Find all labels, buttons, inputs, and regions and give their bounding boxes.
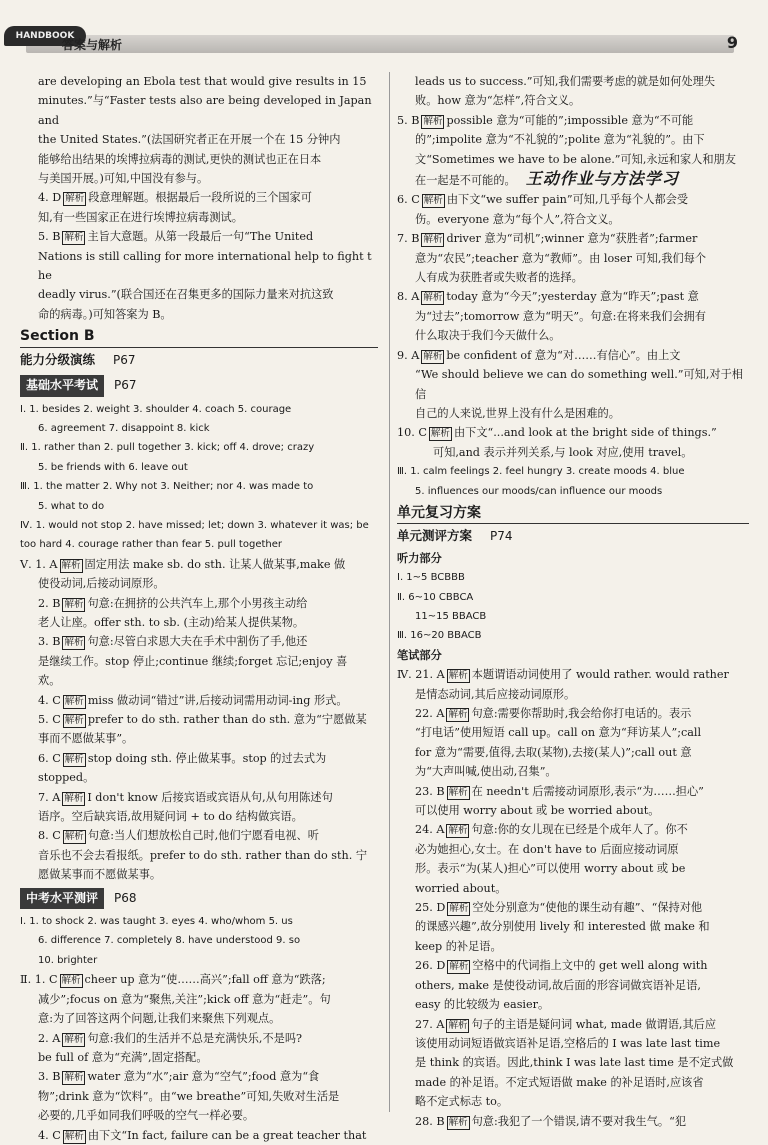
answer-line — [20, 710, 378, 729]
analysis-tag: 解析 — [448, 1019, 468, 1031]
answer-line — [20, 1009, 378, 1028]
line-text: 句意:尽管白求恩大夫在手术中割伤了手,他还 — [87, 635, 308, 649]
answer-line — [397, 307, 749, 326]
line-text: 略不定式标志 to。 — [415, 1095, 509, 1109]
analysis-tag: 解析 — [423, 115, 443, 127]
answer-line — [397, 840, 749, 859]
line-text: 使役动词,后接动词原形。 — [38, 577, 165, 591]
line-text: 6. agreement 7. disappoint 8. kick — [38, 422, 210, 434]
answer-number: 4. D — [38, 191, 62, 205]
analysis-tag: 解析 — [448, 1116, 468, 1128]
analysis-tag: 解析 — [61, 559, 81, 571]
header-bar — [26, 35, 734, 53]
answer-number: 7. A — [38, 790, 61, 804]
line-text: 意:为了回答这两个问题,让我们来聚焦下列观点。 — [38, 1012, 281, 1026]
line-text: 可知,and 表示并列关系,与 look 对应,使用 travel。 — [433, 445, 693, 459]
line-text: be full of 意为“充满”,固定搭配。 — [38, 1050, 208, 1064]
subsection-title: 能力分级演练 — [20, 351, 96, 367]
analysis-tag: 解析 — [430, 428, 450, 440]
answer-line — [397, 423, 749, 442]
analysis-tag: 解析 — [423, 234, 443, 246]
answer-line — [20, 285, 378, 304]
line-text: leads us to success.”可知,我们需要考虑的就是如何处理失 — [415, 75, 716, 88]
answer-line — [397, 1015, 749, 1034]
line-text: prefer to do sth. rather than do sth. 意为“宁愿做某 — [87, 713, 367, 726]
line-text: 为“过去”;tomorrow 意为“明天”。句意:在将来我们会拥有 — [415, 309, 706, 323]
line-text: Ⅰ. 1. besides 2. weight 3. shoulder 4. coach 5. courage — [20, 403, 292, 415]
answer-line — [397, 976, 749, 995]
answer-line — [20, 990, 378, 1009]
level-badge-row — [20, 372, 378, 399]
answer-number: 6. C — [38, 751, 61, 765]
answer-line — [397, 859, 749, 878]
line-text: 由下文“In fact, failure can be a great teacher that — [87, 1128, 367, 1142]
line-text: today 意为“今天”;yesterday 意为“昨天”;past 意 — [446, 290, 699, 304]
answer-line — [20, 749, 378, 768]
line-text: 句意:我们的生活并不总是充满快乐,不是吗? — [87, 1031, 303, 1045]
line-text: 命的病毒。)可知答案为 B。 — [38, 307, 172, 321]
analysis-tag: 解析 — [423, 195, 443, 207]
answer-line — [397, 1073, 749, 1092]
answer-line — [397, 898, 749, 917]
answer-line — [397, 130, 749, 149]
answer-line — [397, 169, 749, 190]
answer-line — [397, 443, 749, 462]
answer-line — [20, 671, 378, 690]
answer-line — [397, 1112, 749, 1131]
line-text: possible 意为“可能的”;impossible 意为“不可能 — [446, 113, 694, 127]
section-heading: 单元复习方案 — [397, 504, 749, 524]
answer-line — [397, 917, 749, 936]
answer-line — [20, 970, 378, 989]
answer-line — [20, 305, 378, 324]
answer-line — [397, 404, 749, 423]
line-text: 人有成为获胜者或失败者的选择。 — [415, 271, 583, 285]
answer-line — [20, 419, 378, 438]
answer-number: 2. B — [38, 596, 61, 610]
line-text: 该使用动词短语做宾语补足语,空格后的 I was late last time — [415, 1036, 721, 1050]
line-text: 文“Sometimes we have to be alone.”可知,永远和家人和朋友 — [415, 152, 736, 166]
answer-number: 6. C — [397, 193, 420, 207]
line-text: 段意理解题。根据最后一段所说的三个国家可 — [88, 191, 312, 205]
line-text: driver 意为“司机”;winner 意为“获胜者”;farmer — [446, 232, 698, 246]
analysis-tag: 解析 — [449, 961, 469, 973]
left-column — [20, 72, 378, 1145]
line-text: cheer up 意为“使……高兴”;fall off 意为“跌落; — [84, 973, 326, 987]
answer-line — [20, 632, 378, 651]
answer-line — [397, 801, 749, 820]
line-text: 句意:在拥挤的公共汽车上,那个小男孩主动给 — [87, 596, 308, 610]
subsection-title: 单元测评方案 — [397, 528, 473, 544]
line-text: easy 的比较级为 easier。 — [415, 998, 550, 1012]
subsection-heading — [20, 350, 378, 370]
answer-line — [20, 1126, 378, 1145]
line-text: 败。how 意为“怎样”,符合文义。 — [415, 94, 581, 108]
line-text: minutes.”与“Faster tests also are being developed in Japan and — [38, 94, 372, 127]
answer-line — [20, 912, 378, 931]
answer-line — [397, 723, 749, 742]
analysis-tag: 解析 — [65, 193, 85, 205]
answer-line — [397, 588, 749, 607]
line-text: be confident of 意为“对……有信心”。由上文 — [446, 348, 681, 362]
answer-line — [397, 665, 749, 684]
answer-number: 4. C — [38, 693, 61, 707]
answer-number: 8. C — [38, 829, 61, 843]
line-text: Ⅰ. 1. to shock 2. was taught 3. eyes 4. who/whom 5. us — [20, 916, 293, 928]
answer-number: 5. B — [397, 113, 420, 127]
line-text: 笔试部分 — [397, 648, 442, 662]
line-text: for 意为“需要,值得,去取(某物),去接(某人)”;call out 意 — [415, 745, 692, 759]
answer-number: 8. A — [397, 290, 420, 304]
answer-number: Ⅳ. 21. A — [397, 668, 445, 682]
analysis-tag: 解析 — [448, 670, 468, 682]
line-text: 5. be friends with 6. leave out — [38, 461, 188, 473]
level-badge-row — [20, 885, 378, 912]
line-text: 在 needn't 后需接动词原形,表示“为……担心” — [471, 784, 704, 798]
answer-line — [20, 691, 378, 710]
answer-line — [397, 210, 749, 229]
answer-line — [397, 782, 749, 801]
answer-number: 25. D — [415, 901, 446, 915]
answer-line — [20, 1067, 378, 1086]
line-text: 伤。everyone 意为“每个人”,符合文义。 — [415, 212, 620, 226]
line-text: Ⅱ. 1. rather than 2. pull together 3. kick; off 4. drove; crazy — [20, 442, 315, 454]
line-text: 的”;impolite 意为“不礼貌的”;polite 意为“礼貌的”。由下 — [415, 133, 705, 147]
line-text: keep 的补足语。 — [415, 939, 502, 953]
line-text: deadly virus.”(联合国还在召集更多的国际力量来对抗这致 — [38, 288, 334, 302]
answer-line — [397, 607, 749, 626]
answer-line — [397, 72, 749, 91]
answer-line — [397, 1053, 749, 1072]
answer-line — [20, 130, 378, 149]
answer-number: 27. A — [415, 1017, 445, 1031]
analysis-tag: 解析 — [64, 753, 84, 765]
answer-line — [397, 995, 749, 1014]
answer-number: 24. A — [415, 823, 445, 837]
page-reference: P74 — [490, 529, 513, 544]
analysis-tag: 解析 — [423, 292, 443, 304]
answer-number: 5. C — [38, 713, 61, 726]
subsection-heading — [397, 526, 749, 546]
line-text: 空处分别意为“使他的课生动有趣”、“保持对他 — [472, 901, 703, 915]
answer-line — [397, 91, 749, 110]
right-column — [397, 72, 749, 1131]
analysis-tag: 解析 — [64, 1033, 84, 1045]
line-text: 事而不愿做某事”。 — [38, 732, 134, 746]
line-text: Ⅲ. 16~20 BBACB — [397, 630, 482, 642]
line-text: 5. influences our moods/can influence our moods — [415, 485, 663, 497]
line-text: I don't know 后接宾语或宾语从句,从句用陈述句 — [87, 790, 333, 804]
line-text: Ⅲ. 1. calm feelings 2. feel hungry 3. create moods 4. blue — [397, 466, 685, 478]
line-text: worried about。 — [415, 881, 507, 895]
answer-line — [20, 91, 378, 130]
analysis-tag: 解析 — [448, 825, 468, 837]
line-text: 的课感兴趣”,故分别使用 lively 和 interested 做 make 和 — [415, 920, 710, 934]
line-text: “打电话”使用短语 call up。call on 意为“拜访某人”;call — [415, 726, 702, 740]
answer-line — [397, 956, 749, 975]
line-text: 语序。空后缺宾语,故用疑问词 + to do 结构做宾语。 — [38, 810, 303, 824]
line-text: 物”;drink 意为“饮料”。由“we breathe”可知,失败对生活是 — [38, 1089, 340, 1103]
line-text: Nations is still calling for more international help to fight the — [38, 249, 372, 283]
answer-line — [20, 788, 378, 807]
line-text: 句意:你的女儿现在已经是个成年人了。你不 — [471, 823, 688, 837]
level-badge: 中考水平测评 — [20, 888, 104, 909]
line-text: 本题谓语动词使用了 would rather. would rather — [471, 668, 729, 682]
answer-line — [397, 1092, 749, 1111]
line-text: 老人让座。offer sth. to sb. (主动)给某人提供某物。 — [38, 615, 305, 629]
answer-number: Ⅴ. 1. A — [20, 557, 58, 571]
line-text: 句意:我犯了一个错误,请不要对我生气。“犯 — [471, 1114, 687, 1128]
answer-line — [20, 652, 378, 671]
answer-line — [397, 743, 749, 762]
line-text: 5. what to do — [38, 500, 105, 512]
line-text: 意为“农民”;teacher 意为“教师”。由 loser 可知,我们每个 — [415, 251, 707, 265]
answer-line — [397, 482, 749, 501]
line-text: others, make 是使役动词,故后面的形容词做宾语补足语, — [415, 978, 701, 992]
answer-line — [20, 169, 378, 188]
answer-line — [397, 879, 749, 898]
answer-line — [20, 477, 378, 496]
brand-logo: HANDBOOK — [4, 26, 86, 46]
answer-line — [397, 626, 749, 645]
answer-line — [397, 190, 749, 209]
line-text: Ⅰ. 1~5 BCBBB — [397, 572, 465, 584]
line-text: 必要的,几乎如同我们呼吸的空气一样必要。 — [38, 1109, 255, 1123]
answer-line — [20, 1029, 378, 1048]
page-reference: P68 — [114, 890, 137, 905]
line-text: 知,有一些国家正在进行埃博拉病毒测试。 — [38, 210, 243, 224]
answer-line — [20, 227, 378, 246]
answer-number: 9. A — [397, 348, 420, 362]
line-text: 是 think 的宾语。因此,think I was late last time 是不定式做 — [415, 1056, 734, 1070]
answer-line — [20, 846, 378, 865]
analysis-tag: 解析 — [64, 598, 84, 610]
analysis-tag: 解析 — [448, 786, 468, 798]
line-text: Ⅱ. 6~10 CBBCA — [397, 591, 474, 603]
line-text: 由下文“...and look at the bright side of things.” — [453, 426, 717, 440]
line-text: 是情态动词,其后应接动词原形。 — [415, 687, 576, 701]
answer-line — [397, 462, 749, 481]
line-text: made 的补足语。不定式短语做 make 的补足语时,应该省 — [415, 1075, 704, 1089]
answer-line — [20, 188, 378, 207]
line-text: the United States.”(法国研究者正在开展一个在 15 分钟内 — [38, 133, 341, 147]
answer-line — [20, 807, 378, 826]
line-text: 主旨大意题。从第一段最后一句“The United — [87, 230, 314, 244]
line-text: 由下文“we suffer pain”可知,几乎每个人都会受 — [446, 193, 689, 207]
answer-line — [20, 1106, 378, 1125]
answer-line — [397, 287, 749, 306]
line-text: 与美国开展。)可知,中国没有参与。 — [38, 172, 209, 186]
answer-line — [20, 729, 378, 748]
line-text: Ⅳ. 1. would not stop 2. have missed; let; down 3. whatever it was; be — [20, 519, 369, 531]
answer-line — [397, 150, 749, 169]
answer-number: 22. A — [415, 707, 445, 720]
answer-line — [20, 438, 378, 457]
line-text: 听力部分 — [397, 551, 442, 565]
analysis-tag: 解析 — [423, 350, 443, 362]
line-text: 10. brighter — [38, 954, 98, 966]
answer-number: Ⅱ. 1. C — [20, 973, 58, 987]
line-text: 可以使用 worry about 或 be worried about。 — [415, 804, 660, 818]
answer-line — [20, 72, 378, 91]
line-text: 固定用法 make sb. do sth. 让某人做某事,make 做 — [84, 557, 346, 571]
handwritten-note: 王动作业与方法学习 — [525, 169, 679, 189]
line-text: 句意:需要你帮助时,我会给你打电话的。表示 — [471, 707, 692, 720]
answer-line — [20, 826, 378, 845]
line-text: stopped。 — [38, 771, 95, 785]
line-text: 什么取决于我们今天做什么。 — [415, 329, 561, 343]
column-divider — [389, 72, 390, 1112]
analysis-tag: 解析 — [64, 792, 84, 804]
answer-line — [20, 208, 378, 227]
answer-line — [20, 613, 378, 632]
answer-number: 10. C — [397, 426, 427, 440]
analysis-tag: 解析 — [64, 1130, 84, 1142]
answer-line — [20, 247, 378, 286]
answer-line — [20, 497, 378, 516]
answer-line — [20, 400, 378, 419]
page-header — [0, 24, 768, 62]
line-text: 空格中的代词指上文中的 get well along with — [472, 959, 708, 973]
answer-line — [397, 111, 749, 130]
answer-line — [397, 820, 749, 839]
line-text: water 意为“水”;air 意为“空气”;food 意为“食 — [87, 1070, 320, 1084]
answer-line — [397, 646, 749, 665]
answer-line — [397, 685, 749, 704]
answer-line — [397, 268, 749, 287]
answer-number: 2. A — [38, 1031, 61, 1045]
line-text: are developing an Ebola test that would give results in 15 — [38, 75, 367, 88]
line-text: 11~15 BBACB — [415, 610, 487, 622]
answer-number: 7. B — [397, 232, 420, 246]
answer-line — [20, 535, 378, 554]
analysis-tag: 解析 — [61, 975, 81, 987]
header-title: 答案与解析 — [62, 38, 123, 52]
line-text: 音乐也不会去看报纸。prefer to do sth. rather than do sth. 宁 — [38, 848, 368, 862]
page-number: 9 — [726, 33, 738, 52]
section-heading: Section B — [20, 327, 378, 347]
analysis-tag: 解析 — [64, 1072, 84, 1084]
line-text: stop doing sth. 停止做某事。stop 的过去式为 — [87, 751, 327, 765]
line-text: 6. difference 7. completely 8. have understood 9. so — [38, 935, 301, 947]
analysis-tag: 解析 — [64, 831, 84, 843]
answer-line — [20, 516, 378, 535]
answer-line — [397, 937, 749, 956]
answer-number: 26. D — [415, 959, 446, 973]
line-text: 句子的主语是疑问词 what, made 做谓语,其后应 — [471, 1017, 717, 1031]
answer-line — [20, 768, 378, 787]
answer-line — [397, 568, 749, 587]
line-text: 必为她担心,女士。在 don't have to 后面应接动词原 — [415, 842, 679, 856]
answer-number: 3. B — [38, 635, 61, 649]
answer-line — [20, 865, 378, 884]
answer-line — [397, 762, 749, 781]
answer-line — [20, 555, 378, 574]
line-text: 减少”;focus on 意为“聚焦,关注”;kick off 意为“赶走”。句 — [38, 992, 331, 1006]
line-text: “We should believe we can do something well.”可知,对于相信 — [415, 368, 743, 401]
answer-number: 28. B — [415, 1114, 445, 1128]
answer-number: 23. B — [415, 784, 445, 798]
answer-line — [20, 951, 378, 970]
page-reference: P67 — [113, 352, 136, 367]
answer-line — [397, 549, 749, 568]
line-text: 句意:当人们想放松自己时,他们宁愿看电视、听 — [87, 829, 319, 843]
analysis-tag: 解析 — [448, 709, 468, 720]
line-text: 形。表示“为(某人)担心”可以使用 worry about 或 be — [415, 862, 686, 876]
analysis-tag: 解析 — [64, 695, 84, 707]
level-badge: 基础水平考试 — [20, 375, 104, 396]
analysis-tag: 解析 — [64, 715, 84, 726]
analysis-tag: 解析 — [64, 637, 84, 649]
answer-number: 4. C — [38, 1128, 61, 1142]
line-text: miss 做动词“错过”讲,后接动词需用动词-ing 形式。 — [87, 693, 348, 707]
answer-line — [397, 346, 749, 365]
answer-line — [20, 1048, 378, 1067]
line-text: 能够给出结果的埃博拉病毒的测试,更快的测试也正在日本 — [38, 152, 322, 166]
page-reference: P67 — [114, 378, 137, 393]
line-text: Ⅲ. 1. the matter 2. Why not 3. Neither; nor 4. was made to — [20, 481, 314, 493]
answer-line — [20, 150, 378, 169]
answer-line — [20, 574, 378, 593]
answer-line — [397, 1034, 749, 1053]
answer-line — [20, 1087, 378, 1106]
answer-number: 5. B — [38, 230, 61, 244]
line-text: 欢。 — [38, 674, 61, 688]
analysis-tag: 解析 — [449, 903, 469, 915]
answer-line — [397, 229, 749, 248]
line-text: 愿做某事而不愿做某事。 — [38, 868, 162, 882]
answer-number: 3. B — [38, 1070, 61, 1084]
line-text: 为“大声叫喊,使出动,召集”。 — [415, 765, 557, 779]
analysis-tag: 解析 — [64, 232, 84, 244]
line-text: 是继续工作。stop 停止;continue 继续;forget 忘记;enjoy 喜 — [38, 654, 348, 668]
answer-line — [20, 458, 378, 477]
answer-line — [397, 249, 749, 268]
line-text: too hard 4. courage rather than fear 5. pull together — [20, 539, 282, 551]
answer-line — [397, 326, 749, 345]
answer-line — [20, 594, 378, 613]
answer-line — [397, 365, 749, 404]
line-text: 在一起是不可能的。 — [415, 174, 516, 188]
answer-line — [20, 931, 378, 950]
line-text: 自己的人来说,世界上没有什么是困难的。 — [415, 406, 620, 420]
answer-line — [397, 704, 749, 723]
